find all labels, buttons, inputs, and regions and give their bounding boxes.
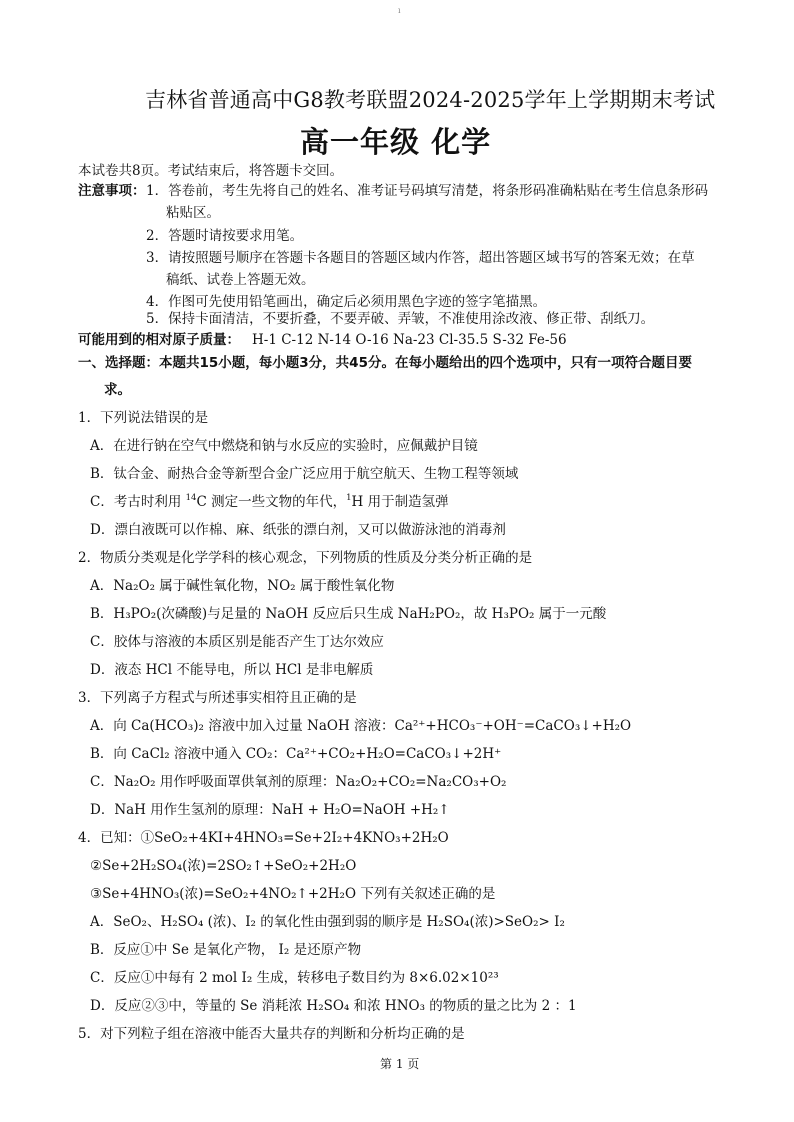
q1-option-d: D．漂白液既可以作棉、麻、纸张的漂白剂，又可以做游泳池的消毒剂 (90, 522, 506, 538)
notice-item-1: 1．答卷前，考生先将自己的姓名、准考证号码填写清楚，将条形码准确粘贴在考生信息条形码 (146, 183, 709, 199)
q4-equation-2: ②Se+2H₂SO₄(浓)=2SO₂↑+SeO₂+2H₂O (90, 858, 357, 874)
q4-stem: 4．已知：①SeO₂+4KI+4HNO₃=Se+2I₂+4KNO₃+2H₂O (78, 830, 449, 846)
q2-option-d: D．液态 HCl 不能导电，所以 HCl 是非电解质 (90, 662, 374, 678)
section-heading-cont: 求。 (104, 382, 131, 398)
notice-item-5: 5．保持卡面清洁，不要折叠，不要弄破、弄皱，不准使用涂改液、修正带、刮纸刀。 (146, 311, 655, 327)
atomic-mass-label: 可能用到的相对原子质量： (78, 332, 240, 348)
atomic-mass-values: H-1 C-12 N-14 O-16 Na-23 Cl-35.5 S-32 Fe-56 (252, 332, 567, 348)
notice-item-4: 4．作图可先使用铅笔画出，确定后必须用黑色字迹的签字笔描黑。 (146, 294, 547, 310)
q2-option-a: A．Na₂O₂ 属于碱性氧化物，NO₂ 属于酸性氧化物 (90, 578, 395, 594)
q1-option-b: B．钛合金、耐热合金等新型合金广泛应用于航空航天、生物工程等领域 (90, 466, 519, 482)
q3-option-c: C．Na₂O₂ 用作呼吸面罩供氧剂的原理：Na₂O₂+CO₂=Na₂CO₃+O₂ (90, 774, 507, 790)
notice-item-3-cont: 稿纸、试卷上答题无效。 (166, 272, 315, 288)
notice-item-2: 2．答题时请按要求用笔。 (146, 228, 304, 244)
q4-equation-3: ③Se+4HNO₃(浓)=SeO₂+4NO₂↑+2H₂O 下列有关叙述正确的是 (90, 886, 496, 902)
q3-stem: 3．下列离子方程式与所述事实相符且正确的是 (78, 690, 357, 706)
top-mark: ı (398, 6, 401, 15)
q1-option-a: A．在进行钠在空气中燃烧和钠与水反应的实验时，应佩戴护目镜 (90, 438, 478, 454)
exam-title: 吉林省普通高中G8教考联盟2024-2025学年上学期期末考试 (145, 88, 716, 112)
q4-option-d: D．反应②③中，等量的 Se 消耗浓 H₂SO₄ 和浓 HNO₃ 的物质的量之比为 2 ：1 (90, 998, 577, 1014)
q4-option-b: B．反应①中 Se 是氧化产物， I₂ 是还原产物 (90, 942, 362, 958)
q4-option-a: A．SeO₂、H₂SO₄ (浓)、I₂ 的氧化性由强到弱的顺序是 H₂SO₄(浓)>SeO₂> I₂ (90, 914, 565, 930)
q1-stem: 1．下列说法错误的是 (78, 410, 209, 426)
page-number: 第 1 页 (380, 1057, 420, 1071)
notice-item-3: 3．请按照题号顺序在答题卡各题目的答题区域内作答，超出答题区域书写的答案无效；在草 (146, 250, 695, 266)
subject-title: 高一年级 化学 (300, 125, 492, 159)
notice-item-1-cont: 粘贴区。 (166, 205, 220, 221)
section-heading: 一、选择题：本题共15小题，每小题3分，共45分。在每小题给出的四个选项中，只有一项符合题目要 (78, 355, 692, 371)
q4-option-c: C．反应①中每有 2 mol I₂ 生成，转移电子数目约为 8×6.02×10²³ (90, 970, 499, 986)
intro-text: 本试卷共8页。考试结束后，将答题卡交回。 (78, 163, 344, 179)
notice-label: 注意事项： (78, 183, 146, 199)
q2-stem: 2．物质分类观是化学学科的核心观念，下列物质的性质及分类分析正确的是 (78, 550, 533, 566)
q2-option-b: B．H₃PO₂(次磷酸)与足量的 NaOH 反应后只生成 NaH₂PO₂，故 H₃PO₂ 属于一元酸 (90, 606, 607, 622)
q3-option-b: B．向 CaCl₂ 溶液中通入 CO₂：Ca²⁺+CO₂+H₂O=CaCO₃↓+2H⁺ (90, 746, 502, 762)
q1-option-c: C．考古时利用 $^{14}$C 测定一些文物的年代，$^1$H 用于制造氢弹 (90, 493, 449, 510)
q3-option-a: A．向 Ca(HCO₃)₂ 溶液中加入过量 NaOH 溶液：Ca²⁺+HCO₃⁻+OH⁻=CaCO₃↓+H₂O (90, 718, 632, 734)
q3-option-d: D．NaH 用作生氢剂的原理：NaH + H₂O=NaOH +H₂↑ (90, 802, 450, 818)
q2-option-c: C．胶体与溶液的本质区别是能否产生丁达尔效应 (90, 634, 384, 650)
q5-stem: 5．对下列粒子组在溶液中能否大量共存的判断和分析均正确的是 (78, 1026, 465, 1042)
